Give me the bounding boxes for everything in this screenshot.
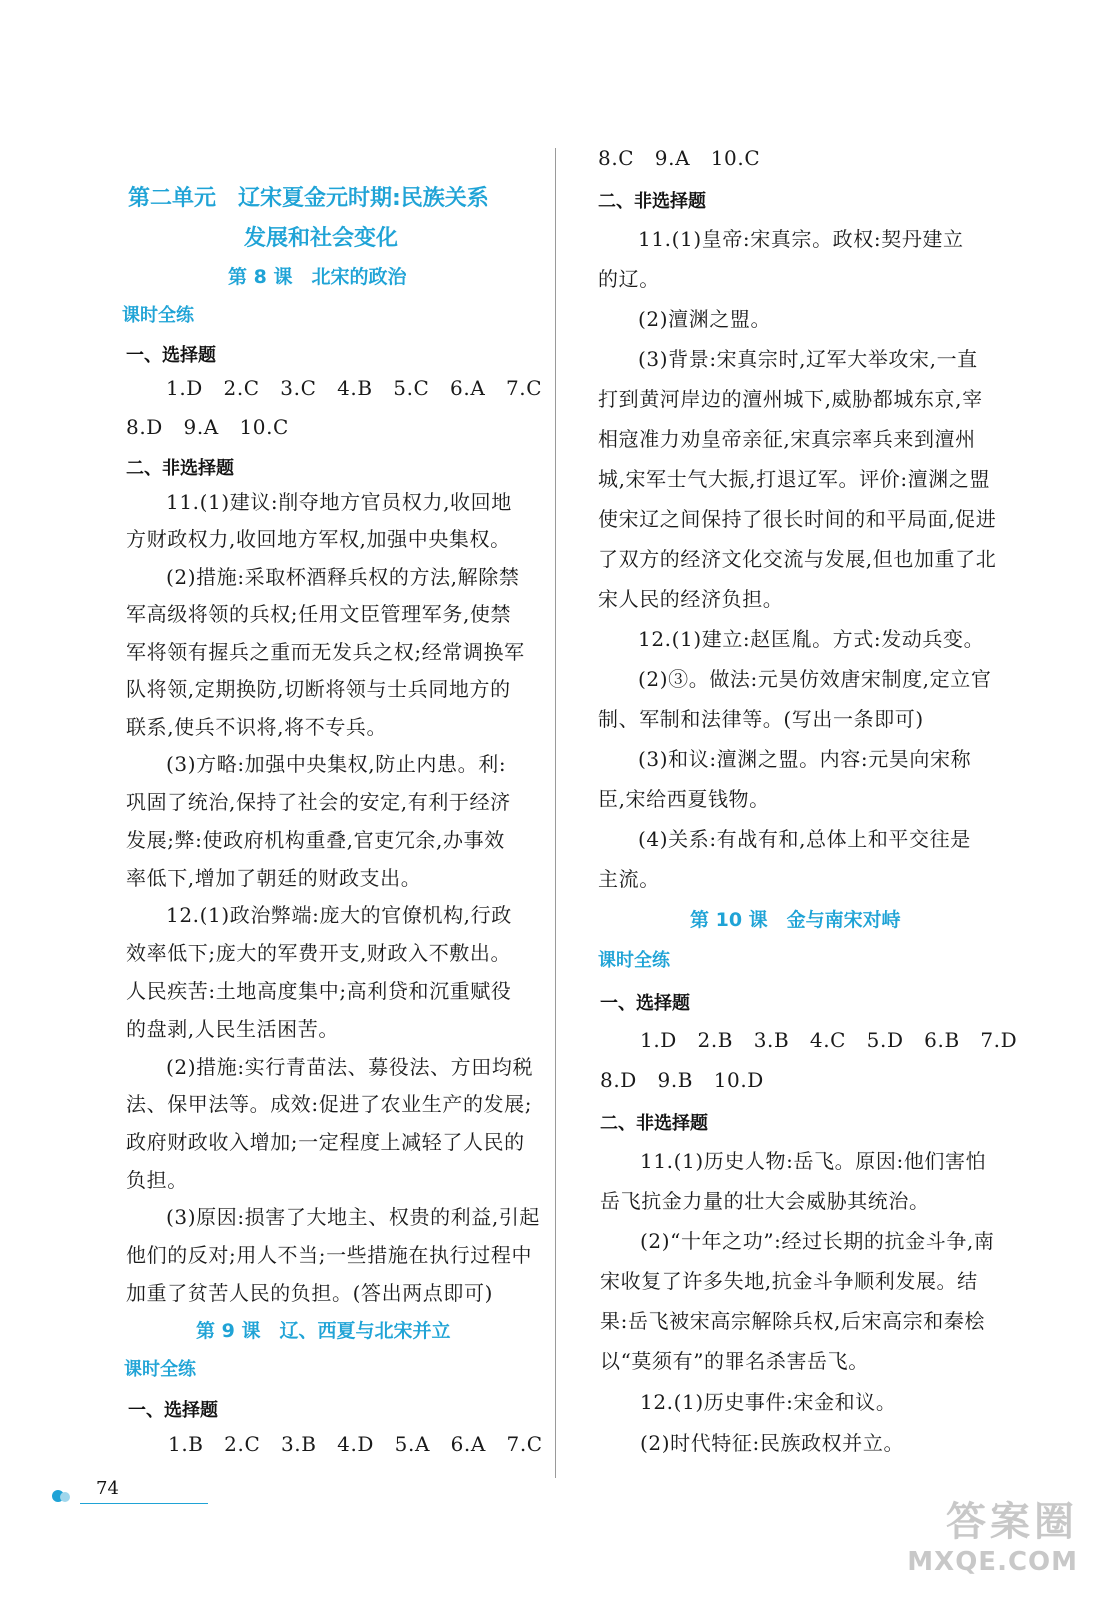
answer-line: 的辽。	[598, 267, 660, 291]
answer-line: 了双方的经济文化交流与发展,但也加重了北	[598, 547, 997, 571]
answer-line: (2)时代特征:民族政权并立。	[640, 1431, 905, 1455]
answer-line: 法、保甲法等。成效:促进了农业生产的发展;	[126, 1092, 533, 1116]
lesson10-practice-label: 课时全练	[598, 950, 670, 971]
page-footer	[50, 1478, 170, 1508]
answer-line: 宋收复了许多失地,抗金斗争顺利发展。结	[600, 1269, 978, 1293]
watermark-url: MXQE.COM	[907, 1547, 1078, 1577]
lesson9-open-heading: 二、非选择题	[598, 191, 706, 212]
answer-line: (2)澶渊之盟。	[638, 307, 772, 331]
lesson10-mc-heading: 一、选择题	[600, 993, 690, 1014]
answer-line: 率低下,增加了朝廷的财政支出。	[126, 866, 422, 890]
answer-line: 巩固了统治,保持了社会的安定,有利于经济	[126, 790, 511, 814]
footer-rule	[80, 1503, 208, 1504]
answer-line: 打到黄河岸边的澶州城下,威胁都城东京,宰	[598, 387, 983, 411]
answer-line: 果:岳飞被宋高宗解除兵权,后宋高宗和秦桧	[600, 1309, 986, 1333]
answer-line: 12.(1)建立:赵匡胤。方式:发动兵变。	[638, 627, 985, 651]
answer-line: 11.(1)皇帝:宋真宗。政权:契丹建立	[638, 227, 964, 251]
watermark	[907, 1490, 1078, 1577]
answer-line: 12.(1)历史事件:宋金和议。	[640, 1390, 897, 1414]
answer-line: (3)原因:损害了大地主、权贵的利益,引起	[166, 1205, 541, 1229]
lesson9-practice-label: 课时全练	[124, 1359, 196, 1380]
answer-line: 宋人民的经济负担。	[598, 587, 784, 611]
lesson10-mc-answers-2: 8.D 9.B 10.D	[600, 1068, 764, 1092]
unit-title-line2: 发展和社会变化	[244, 226, 399, 251]
lesson10-mc-answers-1: 1.D 2.B 3.B 4.C 5.D 6.B 7.D	[640, 1028, 1018, 1052]
lesson10-open-heading: 二、非选择题	[600, 1113, 708, 1134]
lesson8-mc-answers-2: 8.D 9.A 10.C	[126, 415, 289, 439]
lesson8-open-heading: 二、非选择题	[126, 458, 234, 479]
answer-line: 11.(1)建议:削夺地方官员权力,收回地	[166, 490, 512, 514]
answer-line: 岳飞抗金力量的壮大会威胁其统治。	[600, 1189, 930, 1213]
answer-line: (2)措施:采取杯酒释兵权的方法,解除禁	[166, 565, 520, 589]
lesson9-mc-heading: 一、选择题	[128, 1400, 218, 1421]
lesson9-title: 第 9 课 辽、西夏与北宋并立	[196, 1320, 451, 1342]
lesson9-mc-answers-1: 1.B 2.C 3.B 4.D 5.A 6.A 7.C	[168, 1432, 543, 1456]
answer-line: (2)“十年之功”:经过长期的抗金斗争,南	[640, 1229, 995, 1253]
answer-line: 城,宋军士气大振,打退辽军。评价:澶渊之盟	[598, 467, 991, 491]
answer-line: (3)和议:澶渊之盟。内容:元昊向宋称	[638, 747, 972, 771]
unit-title-line1: 第二单元 辽宋夏金元时期:民族关系	[128, 186, 489, 211]
column-divider	[555, 148, 556, 1478]
answer-line: (2)③。做法:元昊仿效唐宋制度,定立官	[638, 667, 992, 691]
answer-line: 11.(1)历史人物:岳飞。原因:他们害怕	[640, 1149, 987, 1173]
answer-line: 制、军制和法律等。(写出一条即可)	[598, 707, 924, 731]
lesson8-mc-heading: 一、选择题	[126, 345, 216, 366]
answer-line: (3)背景:宋真宗时,辽军大举攻宋,一直	[638, 347, 978, 371]
answer-line: (3)方略:加强中央集权,防止内患。利:	[166, 752, 507, 776]
answer-line: 政府财政收入增加;一定程度上减轻了人民的	[126, 1130, 525, 1154]
answer-line: 主流。	[598, 867, 660, 891]
answer-line: 联系,使兵不识将,将不专兵。	[126, 715, 388, 739]
answer-line: 加重了贫苦人民的负担。(答出两点即可)	[126, 1281, 494, 1305]
answer-line: 发展;弊:使政府机构重叠,官吏冗余,办事效	[126, 828, 505, 852]
answer-line: 臣,宋给西夏钱物。	[598, 787, 770, 811]
answer-line: 以“莫须有”的罪名杀害岳飞。	[600, 1349, 869, 1373]
lesson8-mc-answers-1: 1.D 2.C 3.C 4.B 5.C 6.A 7.C	[166, 376, 543, 400]
page-number: 74	[96, 1478, 119, 1499]
answer-line: (4)关系:有战有和,总体上和平交往是	[638, 827, 971, 851]
answer-line: 12.(1)政治弊端:庞大的官僚机构,行政	[166, 903, 512, 927]
lesson8-title: 第 8 课 北宋的政治	[228, 266, 407, 288]
answer-line: 使宋辽之间保持了很长时间的和平局面,促进	[598, 507, 997, 531]
answer-line: 队将领,定期换防,切断将领与士兵同地方的	[126, 677, 511, 701]
lesson8-practice-label: 课时全练	[122, 305, 194, 326]
lesson9-mc-answers-2: 8.C 9.A 10.C	[598, 146, 761, 170]
answer-line: 方财政权力,收回地方军权,加强中央集权。	[126, 527, 511, 551]
answer-line: 他们的反对;用人不当;一些措施在执行过程中	[126, 1243, 533, 1267]
decorative-dot-icon	[60, 1492, 70, 1502]
answer-line: 效率低下;庞大的军费开支,财政入不敷出。	[126, 941, 512, 965]
answer-line: 的盘剥,人民生活困苦。	[126, 1017, 339, 1041]
answer-line: 相寇准力劝皇帝亲征,宋真宗率兵来到澶州	[598, 427, 976, 451]
answer-line: 军高级将领的兵权;任用文臣管理军务,使禁	[126, 602, 512, 626]
answer-line: 人民疾苦:土地高度集中;高利贷和沉重赋役	[126, 979, 512, 1003]
watermark-logo-text: 答案圈	[946, 1499, 1078, 1545]
answer-line: (2)措施:实行青苗法、募役法、方田均税	[166, 1055, 534, 1079]
lesson10-title: 第 10 课 金与南宋对峙	[690, 909, 901, 931]
answer-line: 负担。	[126, 1168, 188, 1192]
answer-line: 军将领有握兵之重而无发兵之权;经常调换军	[126, 640, 525, 664]
